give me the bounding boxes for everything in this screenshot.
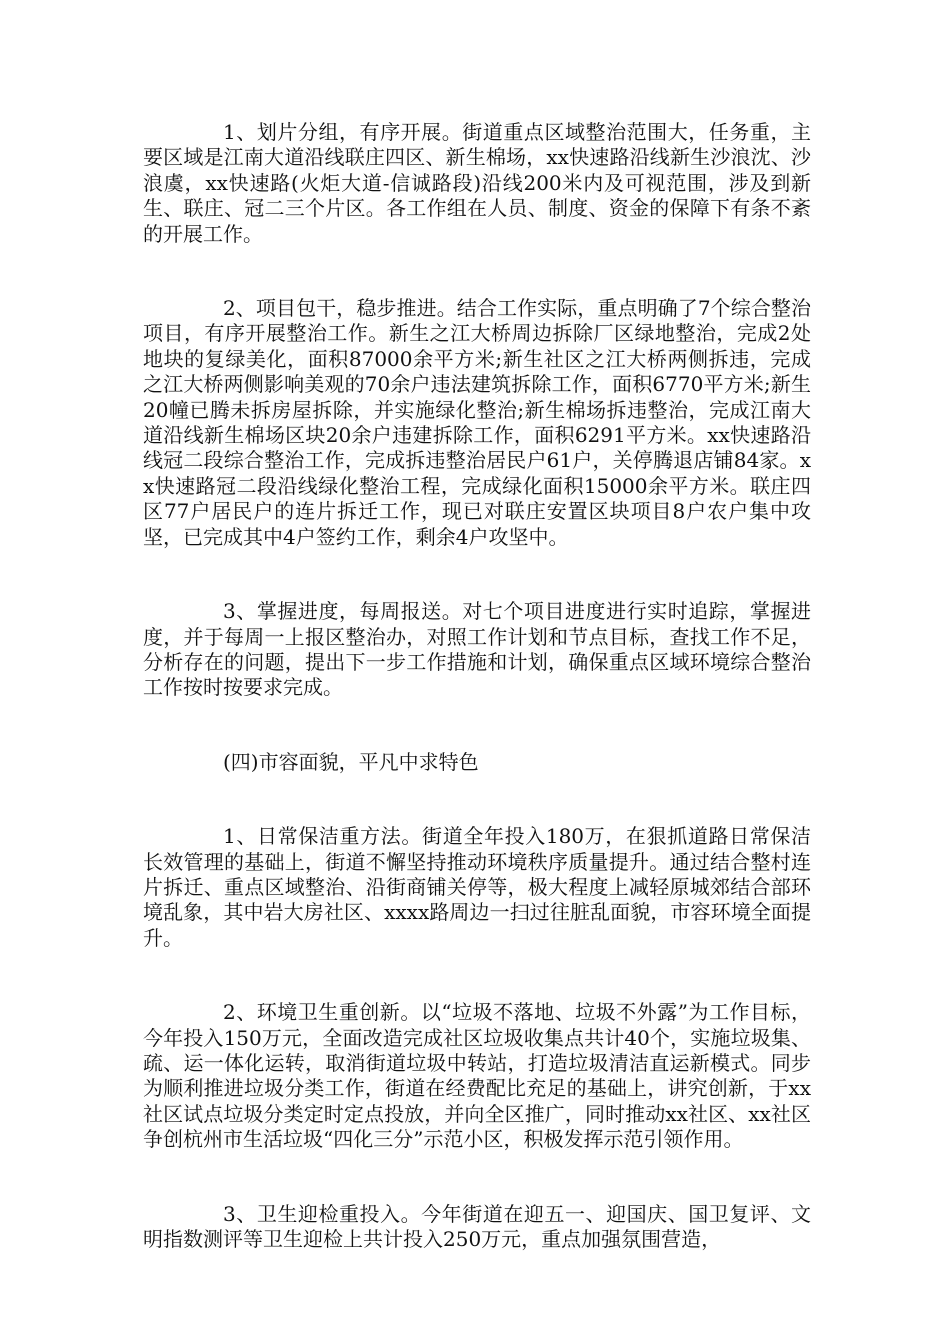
paragraph-sanitation: 2、环境卫生重创新。以“垃圾不落地、垃圾不外露”为工作目标，今年投入150万元，全面改造完成社区垃圾收集点共计40个，实施垃圾集、疏、运一体化运转，取消街道垃圾中转站，打造垃圾清洁直运新模式。同步为顺利推进垃圾分类工作，街道在经费配比充足的基础上，讲究创新，于xx社区试点垃圾分类定时定点投放，并向全区推广，同时推动xx社区、xx社区争创杭州市生活垃圾“四化三分”示范小区，积极发挥示范引领作用。 [143, 1000, 811, 1152]
document-body [143, 120, 811, 1252]
section-heading: (四)市容面貌，平凡中求特色 [223, 749, 479, 774]
paragraph-projects: 2、项目包干，稳步推进。结合工作实际，重点明确了7个综合整治项目，有序开展整治工作。新生之江大桥周边拆除厂区绿地整治，完成2处地块的复绿美化，面积87000余平方米;新生社区之江大桥两侧拆违，完成之江大桥两侧影响美观的70余户违法建筑拆除工作，面积6770平方米;新生20幢已腾未拆房屋拆除，并实施绿化整治;新生棉场拆违整治，完成江南大道沿线新生棉场区块20余户违建拆除工作，面积6291平方米。xx快速路沿线冠二段综合整治工作，完成拆违整治居民户61户，关停腾退店铺84家。xx快速路冠二段沿线绿化整治工程，完成绿化面积15000余平方米。联庄四区77户居民户的连片拆迁工作，现已对联庄安置区块项目8户农户集中攻坚，已完成其中4户签约工作，剩余4户攻坚中。 [143, 296, 811, 549]
paragraph-progress: 3、掌握进度，每周报送。对七个项目进度进行实时追踪，掌握进度，并于每周一上报区整治办，对照工作计划和节点目标，查找工作不足，分析存在的问题，提出下一步工作措施和计划，确保重点区域环境综合整治工作按时按要求完成。 [143, 599, 811, 700]
paragraph-zoning: 1、划片分组，有序开展。街道重点区域整治范围大，任务重，主要区域是江南大道沿线联庄四区、新生棉场，xx快速路沿线新生沙浪沈、沙浪虞，xx快速路(火炬大道-信诚路段)沿线200米内及可视范围，涉及到新生、联庄、冠二三个片区。各工作组在人员、制度、资金的保障下有条不紊的开展工作。 [143, 120, 811, 246]
paragraph-inspection: 3、卫生迎检重投入。今年街道在迎五一、迎国庆、国卫复评、文明指数测评等卫生迎检上共计投入250万元，重点加强氛围营造， [143, 1201, 811, 1251]
paragraph-daily-cleaning: 1、日常保洁重方法。街道全年投入180万，在狠抓道路日常保洁长效管理的基础上，街道不懈坚持推动环境秩序质量提升。通过结合整村连片拆迁、重点区域整治、沿街商铺关停等，极大程度上减轻原城郊结合部环境乱象，其中岩大房社区、xxxx路周边一扫过往脏乱面貌，市容环境全面提升。 [143, 824, 811, 950]
